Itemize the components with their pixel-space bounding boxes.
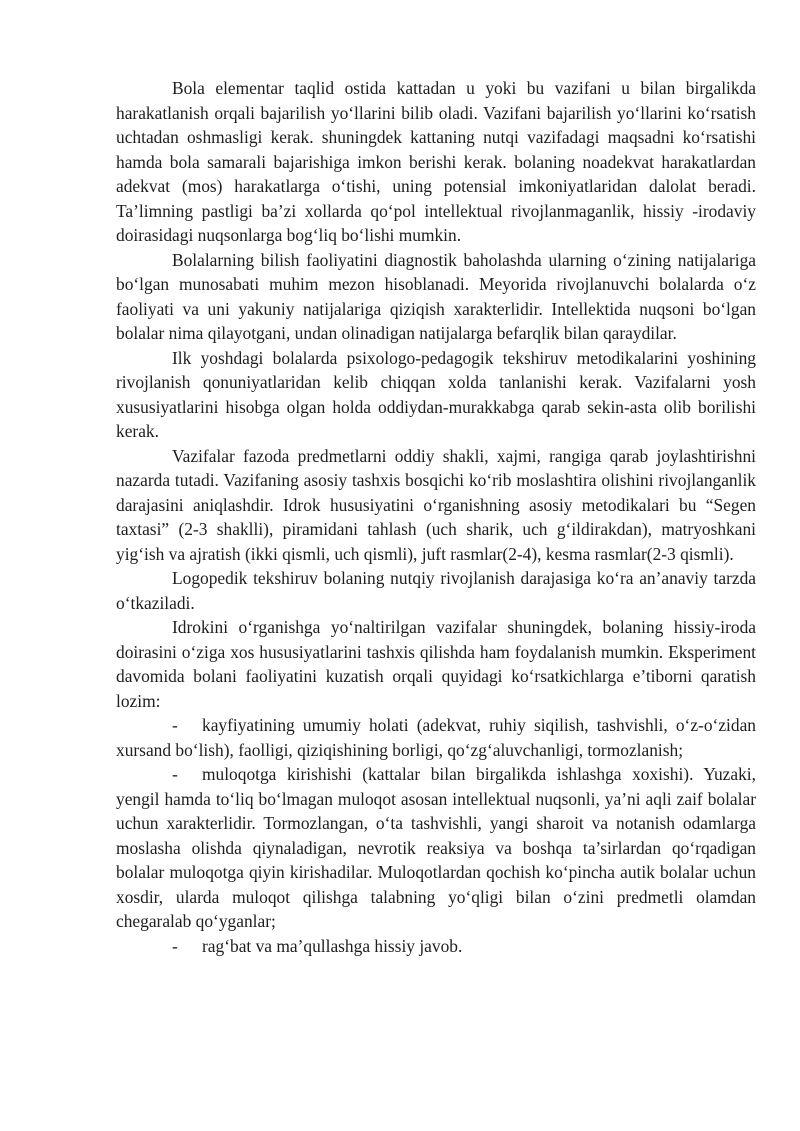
list-item <box>116 713 756 762</box>
list-marker: - <box>172 764 178 784</box>
list-marker: - <box>172 715 178 735</box>
list-marker: - <box>172 935 178 956</box>
list-item-text: rag‘bat va ma’qullashga hissiy javob. <box>202 935 463 956</box>
list-item-text: muloqotga kirishishi (kattalar bilan birgalikda ishlashga xoxishi). Yuzaki, yengil hamda to‘liq bo‘lmagan muloqot asosan intellektual nuqsonli, ya’ni aqli zaif bolalar uchun xarakterlidir. Tormozlangan, o‘ta tashvishli, yangi sharoit va notanish odamlarga moslasha olishda qiynaladigan, nevrotik reaksiya va boshqa ta’sirlardan qo‘rqadigan bolalar muloqotga qiyin kirishadilar. Muloqotlardan qochish ko‘pincha autik bolalar uchun xosdir, ularda muloqot qilishga talabning yo‘qligi bilan o‘zini predmetli olamdan chegaralab qo‘yganlar; <box>116 764 756 931</box>
paragraph-6: Idrokini o‘rganishga yo‘naltirilgan vazifalar shuningdek, bolaning hissiy-iroda doirasini o‘ziga xos hususiyatlarini tashxis qilishda ham foydalanish mumkin. Eksperiment davomida bolani faoliyatini kuzatish orqali quyidagi ko‘rsatkichlarga e’tiborni qaratish lozim: <box>116 617 756 711</box>
document-page <box>116 76 756 958</box>
list-item <box>116 934 756 959</box>
list-item-text: kayfiyatining umumiy holati (adekvat, ruhiy siqilish, tashvishli, o‘z-o‘zidan xursand bo‘lish), faolligi, qiziqishining borligi, qo‘zg‘aluvchanligi, tormozlanish; <box>116 715 756 760</box>
paragraph-2: Bolalarning bilish faoliyatini diagnostik baholashda ularning o‘zining natijalariga bo‘lgan munosabati muhim mezon hisoblanadi. Meyorida rivojlanuvchi bolalarda o‘z faoliyati va uni yakuniy natijalariga qiziqish xarakterlidir. Intellektida nuqsoni bo‘lgan bolalar nima qilayotgani, undan olinadigan natijalarga befarqlik bilan qaraydilar. <box>116 249 756 343</box>
paragraph-1: Bola elementar taqlid ostida kattadan u yoki bu vazifani u bilan birgalikda harakatlanish orqali bajarilish yo‘llarini bilib oladi. Vazifani bajarilish yo‘llarini ko‘rsatish uchtadan oshmasligi kerak. shuningdek kattaning nutqi vazifadagi maqsadni ko‘rsatishi hamda bola samarali bajarishiga imkon berishi kerak. bolaning noadekvat harakatlardan adekvat (mos) harakatlarga o‘tishi, uning potensial imkoniyatlaridan dalolat beradi. Ta’limning pastligi ba’zi xollarda qo‘pol intellektual rivojlanmaganlik, hissiy -irodaviy doirasidagi nuqsonlarga bog‘liq bo‘lishi mumkin. <box>116 78 756 245</box>
paragraph-3: Ilk yoshdagi bolalarda psixologo-pedagogik tekshiruv metodikalarini yoshining rivojlanish qonuniyatlaridan kelib chiqqan xolda tanlanishi kerak. Vazifalarni yosh xususiyatlarini hisobga olgan holda oddiydan-murakkabga qarab sekin-asta olib borilishi kerak. <box>116 347 756 441</box>
list-item <box>116 762 756 934</box>
paragraph-4: Vazifalar fazoda predmetlarni oddiy shakli, xajmi, rangiga qarab joylashtirishni nazarda tutadi. Vazifaning asosiy tashxis bosqichi ko‘rib moslashtira olishini rivojlanganlik darajasini aniqlashdir. Idrok hususiyatini o‘rganishning asosiy metodikalari bu “Segen taxtasi” (2-3 shaklli), piramidani tahlash (uch sharik, uch g‘ildirakdan), matryoshkani yig‘ish va ajratish (ikki qismli, uch qismli), juft rasmlar(2-4), kesma rasmlar(2-3 qismli). <box>116 445 756 564</box>
paragraph-5: Logopedik tekshiruv bolaning nutqiy rivojlanish darajasiga ko‘ra an’anaviy tarzda o‘tkaziladi. <box>116 568 756 613</box>
